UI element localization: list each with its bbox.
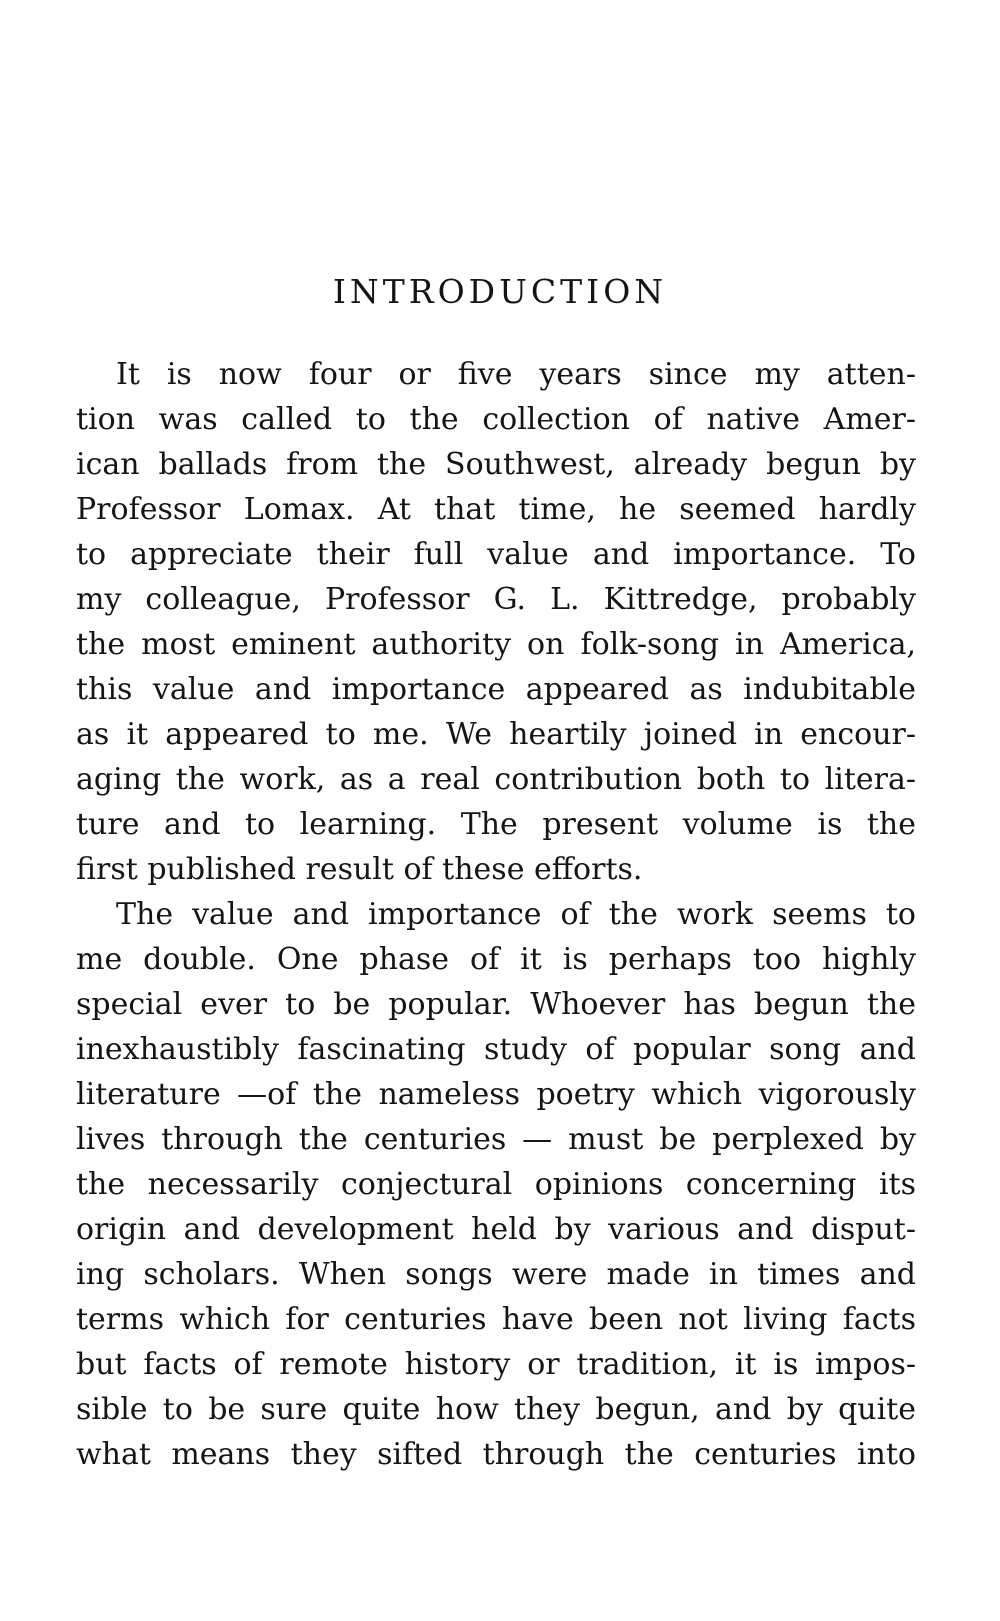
text-line: special ever to be popular. Whoever has begun the: [76, 987, 916, 1022]
paragraph: [76, 352, 916, 892]
paragraph: [76, 892, 916, 1477]
text-line: ing scholars. When songs were made in times and: [76, 1257, 916, 1292]
text-line: The value and importance of the work seems to: [116, 897, 916, 932]
text-line: my colleague, Professor G. L. Kittredge, probably: [76, 582, 916, 617]
text-line: first published result of these efforts.: [76, 852, 643, 887]
text-line: what means they sifted through the centuries into: [76, 1437, 916, 1472]
text-line: inexhaustibly fascinating study of popular song and: [76, 1032, 916, 1067]
text-line: this value and importance appeared as indubitable: [76, 672, 916, 707]
text-line: ican ballads from the Southwest, already begun by: [76, 447, 916, 482]
text-line: origin and development held by various and disput-: [76, 1212, 916, 1247]
text-line: literature —of the nameless poetry which vigorously: [76, 1077, 916, 1112]
text-line: me double. One phase of it is perhaps too highly: [76, 942, 916, 977]
text-line: sible to be sure quite how they begun, and by quite: [76, 1392, 916, 1427]
text-line: Professor Lomax. At that time, he seemed hardly: [76, 492, 916, 527]
text-line: to appreciate their full value and importance. To: [76, 537, 916, 572]
text-line: terms which for centuries have been not living facts: [76, 1302, 916, 1337]
text-line: tion was called to the collection of native Amer-: [76, 402, 916, 437]
text-line: lives through the centuries — must be perplexed by: [76, 1122, 916, 1157]
text-line: the necessarily conjectural opinions concerning its: [76, 1167, 916, 1202]
text-line: ture and to learning. The present volume is the: [76, 807, 916, 842]
text-line: the most eminent authority on folk-song in America,: [76, 627, 916, 662]
text-line: but facts of remote history or tradition, it is impos-: [76, 1347, 916, 1382]
text-line: aging the work, as a real contribution both to litera-: [76, 762, 916, 797]
page-title: INTRODUCTION: [332, 272, 668, 311]
text-line: as it appeared to me. We heartily joined in encour-: [76, 717, 916, 752]
text-line: It is now four or five years since my atten-: [116, 357, 916, 392]
body-text: [76, 352, 916, 1477]
